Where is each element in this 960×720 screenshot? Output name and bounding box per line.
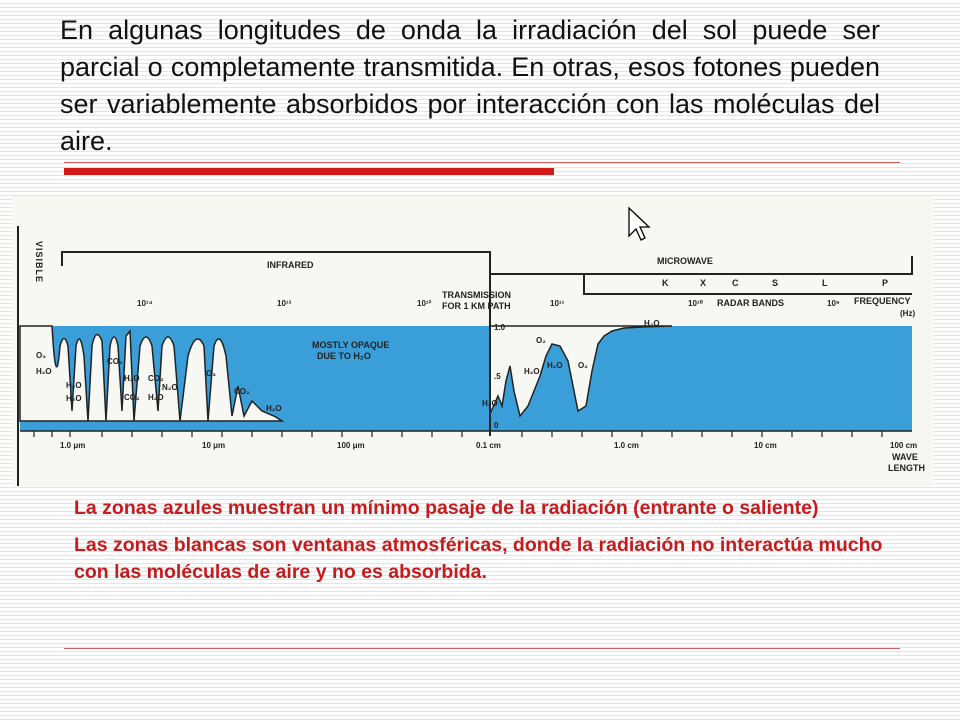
microwave-label: MICROWAVE xyxy=(657,256,713,266)
svg-text:C: C xyxy=(732,278,739,288)
svg-text:S: S xyxy=(772,278,779,288)
radar-letters xyxy=(662,278,888,288)
svg-text:H₂O: H₂O xyxy=(148,393,164,402)
svg-text:CO₂: CO₂ xyxy=(234,387,250,396)
mouse-cursor-icon xyxy=(629,208,649,240)
svg-text:10 cm: 10 cm xyxy=(754,441,777,450)
svg-text:O₃: O₃ xyxy=(36,351,46,360)
svg-text:H₂O: H₂O xyxy=(66,381,82,390)
frequency-label: FREQUENCY xyxy=(854,296,911,306)
svg-text:CO₂: CO₂ xyxy=(124,393,140,402)
svg-text:H₂O: H₂O xyxy=(124,374,140,383)
explanation-notes xyxy=(74,495,904,596)
svg-text:1.0: 1.0 xyxy=(494,323,506,332)
svg-text:K: K xyxy=(662,278,669,288)
heading-underline xyxy=(64,162,900,163)
slide-heading: En algunas longitudes de onda la irradiación del sol puede ser parcial o completamente transmitida. En otras, esos fotones pueden ser variablemente absorbidos por interacción con las moléculas del aire. xyxy=(60,15,880,156)
svg-text:0.1 cm: 0.1 cm xyxy=(476,441,501,450)
wavelength-tick-labels xyxy=(60,441,917,450)
svg-text:CO₂: CO₂ xyxy=(148,374,164,383)
svg-text:10¹⁰: 10¹⁰ xyxy=(688,299,703,308)
frequency-unit: (Hz) xyxy=(900,309,916,318)
svg-text:CO₂: CO₂ xyxy=(107,357,123,366)
transmission-diagram xyxy=(12,196,934,486)
svg-text:100 cm: 100 cm xyxy=(890,441,918,450)
transmission-label-line2: FOR 1 KM PATH xyxy=(442,301,511,311)
radar-bands-label: RADAR BANDS xyxy=(717,298,784,308)
note-white-zones: Las zonas blancas son ventanas atmosféricas, donde la radiación no interactúa mucho con las moléculas de aire y no es absorbida. xyxy=(74,534,883,583)
svg-text:10¹¹: 10¹¹ xyxy=(550,299,565,308)
svg-text:L: L xyxy=(822,278,828,288)
svg-text:10⁹: 10⁹ xyxy=(827,299,840,308)
svg-text:1.0 cm: 1.0 cm xyxy=(614,441,639,450)
svg-text:H₂O: H₂O xyxy=(547,361,563,370)
svg-text:N₂O: N₂O xyxy=(162,383,178,392)
svg-text:0: 0 xyxy=(494,421,499,430)
svg-text:10¹⁴: 10¹⁴ xyxy=(137,299,153,308)
opaque-label-line1: MOSTLY OPAQUE xyxy=(312,340,390,350)
wavelength-label-line2: LENGTH xyxy=(888,463,925,473)
svg-text:H₂O: H₂O xyxy=(482,399,498,408)
svg-text:X: X xyxy=(700,278,707,288)
svg-text:O₂: O₂ xyxy=(536,336,546,345)
svg-text:H₂O: H₂O xyxy=(66,394,82,403)
svg-text:10 μm: 10 μm xyxy=(202,441,226,450)
note-blue-zones: La zonas azules muestran un mínimo pasaje de la radiación (entrante o saliente) xyxy=(74,497,819,519)
infrared-label: INFRARED xyxy=(267,260,314,270)
svg-text:P: P xyxy=(882,278,889,288)
footer-rule xyxy=(64,648,900,649)
visible-label xyxy=(34,241,44,283)
svg-text:H₂O: H₂O xyxy=(524,367,540,376)
heading-accent-bar xyxy=(64,168,554,175)
svg-text:100 μm: 100 μm xyxy=(337,441,365,450)
wavelength-label-line1: WAVE xyxy=(892,452,918,462)
svg-text:10¹³: 10¹³ xyxy=(277,299,292,308)
transmission-label-line1: TRANSMISSION xyxy=(442,290,512,300)
svg-text:1.0 μm: 1.0 μm xyxy=(60,441,86,450)
svg-text:H₂O: H₂O xyxy=(644,319,660,328)
svg-text:O₂: O₂ xyxy=(578,361,588,370)
svg-text:H₂O: H₂O xyxy=(266,404,282,413)
svg-text:10¹²: 10¹² xyxy=(417,299,432,308)
wavelength-axis-ticks xyxy=(34,431,882,437)
svg-text:H₂O: H₂O xyxy=(36,367,52,376)
opaque-label-line2: DUE TO H₂O xyxy=(317,351,371,361)
svg-text:O₃: O₃ xyxy=(206,369,216,378)
svg-text:.5: .5 xyxy=(494,372,501,381)
visible-text: VISIBLE xyxy=(34,241,44,284)
atmospheric-transmission-figure xyxy=(12,196,934,486)
